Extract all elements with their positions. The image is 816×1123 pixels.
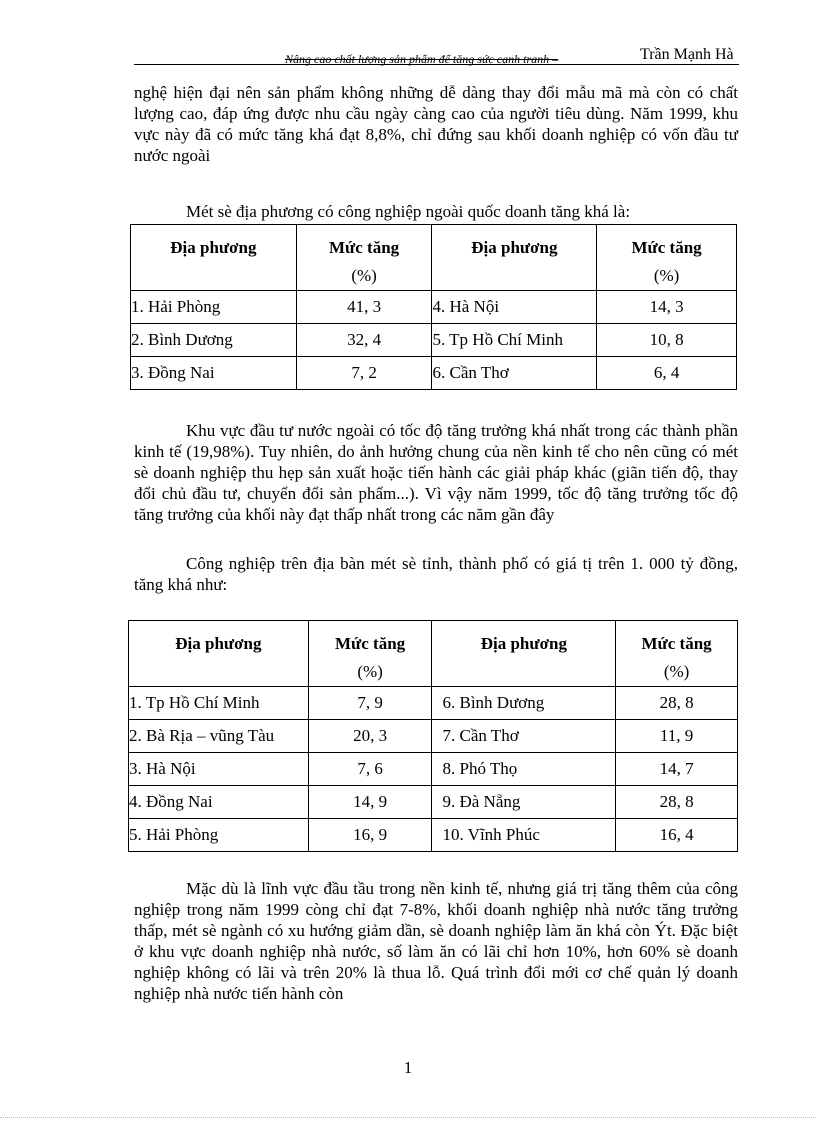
table-row <box>129 819 738 852</box>
place-cell: 10. Vĩnh Phúc <box>432 819 616 852</box>
paragraph-3: Khu vực đầu tư nước ngoài có tốc độ tăng trưởng khá nhất trong các thành phần kinh tế (19,98%). Tuy nhiên, do ảnh hưởng chung của nền kinh tế cho nên cũng có mét sè doanh nghiệp thu hẹp sản xuất hoặc tiến hành các giải pháp khác (giãn tiến độ, thay đổi chủ đầu tư, chuyển đổi sản phẩm...). Vì vậy năm 1999, tốc độ tăng trưởng tốc độ tăng trưởng của khối này đạt thấp nhất trong các năm gần đây <box>134 421 738 524</box>
paragraph-4: Công nghiệp trên địa bàn mét sè tỉnh, thành phố có giá tị trên 1. 000 tỷ đồng, tăng khá như: <box>134 554 738 594</box>
place-cell: 6. Bình Dương <box>432 687 616 720</box>
table-header-row <box>131 225 737 291</box>
place-cell: 1. Tp Hồ Chí Minh <box>129 687 309 720</box>
growth-cell: 14, 9 <box>308 786 432 819</box>
table-row <box>131 324 737 357</box>
growth-cell: 14, 3 <box>597 291 737 324</box>
place-cell: 5. Hải Phòng <box>129 819 309 852</box>
growth-cell: 11, 9 <box>616 720 738 753</box>
header-rule <box>134 64 739 65</box>
place-cell: 8. Phó Thọ <box>432 753 616 786</box>
header-place: Địa phương <box>129 621 309 687</box>
header-growth: Mức tăng (%) <box>308 621 432 687</box>
growth-cell: 16, 4 <box>616 819 738 852</box>
place-cell: 9. Đà Nẵng <box>432 786 616 819</box>
paragraph-1: nghệ hiện đại nên sản phẩm không những dễ dàng thay đổi mẫu mã mà còn có chất lượng cao, đáp ứng được nhu cầu ngày càng cao của người tiêu dùng. Năm 1999, khu vực này đã có mức tăng khá đạt 8,8%, chỉ đứng sau khối doanh nghiệp có vốn đầu tư nước ngoài <box>134 83 738 165</box>
growth-cell: 16, 9 <box>308 819 432 852</box>
growth-cell: 10, 8 <box>597 324 737 357</box>
paragraph-2: Mét sè địa phương có công nghiệp ngoài quốc doanh tăng khá là: <box>186 202 631 221</box>
place-cell: 6. Cần Thơ <box>432 357 597 390</box>
table-row <box>131 357 737 390</box>
table-row <box>129 720 738 753</box>
place-cell: 3. Đồng Nai <box>131 357 297 390</box>
header-place: Địa phương <box>432 225 597 291</box>
header-title: Nâng cao chất lượng sản phẩm để tăng sức cạnh tranh – <box>285 52 559 66</box>
table-row <box>129 786 738 819</box>
page-number: 1 <box>403 1058 413 1077</box>
place-cell: 4. Hà Nội <box>432 291 597 324</box>
place-cell: 2. Bình Dương <box>131 324 297 357</box>
place-cell: 2. Bà Rịa – vũng Tàu <box>129 720 309 753</box>
paragraph-5: Mặc dù là lĩnh vực đầu tầu trong nền kinh tế, nhưng giá trị tăng thêm của công nghiệp trong năm 1999 còng chỉ đạt 7-8%, khối doanh nghiệp nhà nước tăng trưởng thấp, mét sè ngành có xu hướng giảm dần, sè doanh nghiệp làm ăn khá còn Ýt. Đặc biệt ở khu vực doanh nghiệp nhà nước, số làm ăn có lãi chỉ hơn 10%, hơn 60% sè doanh nghiệp không có lãi và trên 20% là thua lỗ. Quá trình đổi mới cơ chế quản lý doanh nghiệp nhà nước tiến hành còn <box>134 879 738 1003</box>
header-author: Trần Mạnh Hà <box>640 46 734 63</box>
growth-cell: 20, 3 <box>308 720 432 753</box>
header-place: Địa phương <box>432 621 616 687</box>
growth-cell: 6, 4 <box>597 357 737 390</box>
growth-cell: 7, 2 <box>296 357 432 390</box>
header-growth: Mức tăng (%) <box>597 225 737 291</box>
growth-cell: 28, 8 <box>616 687 738 720</box>
place-cell: 4. Đồng Nai <box>129 786 309 819</box>
table-header-row <box>129 621 738 687</box>
header-growth: Mức tăng (%) <box>616 621 738 687</box>
place-cell: 7. Cần Thơ <box>432 720 616 753</box>
growth-cell: 28, 8 <box>616 786 738 819</box>
table-row <box>129 753 738 786</box>
bottom-rule <box>0 1117 816 1118</box>
growth-cell: 41, 3 <box>296 291 432 324</box>
place-cell: 5. Tp Hồ Chí Minh <box>432 324 597 357</box>
header-place: Địa phương <box>131 225 297 291</box>
place-cell: 1. Hải Phòng <box>131 291 297 324</box>
header-growth: Mức tăng (%) <box>296 225 432 291</box>
table-row <box>129 687 738 720</box>
growth-cell: 7, 9 <box>308 687 432 720</box>
growth-cell: 14, 7 <box>616 753 738 786</box>
growth-table-2 <box>128 620 738 852</box>
place-cell: 3. Hà Nội <box>129 753 309 786</box>
growth-cell: 7, 6 <box>308 753 432 786</box>
growth-cell: 32, 4 <box>296 324 432 357</box>
growth-table-1 <box>130 224 737 390</box>
table-row <box>131 291 737 324</box>
